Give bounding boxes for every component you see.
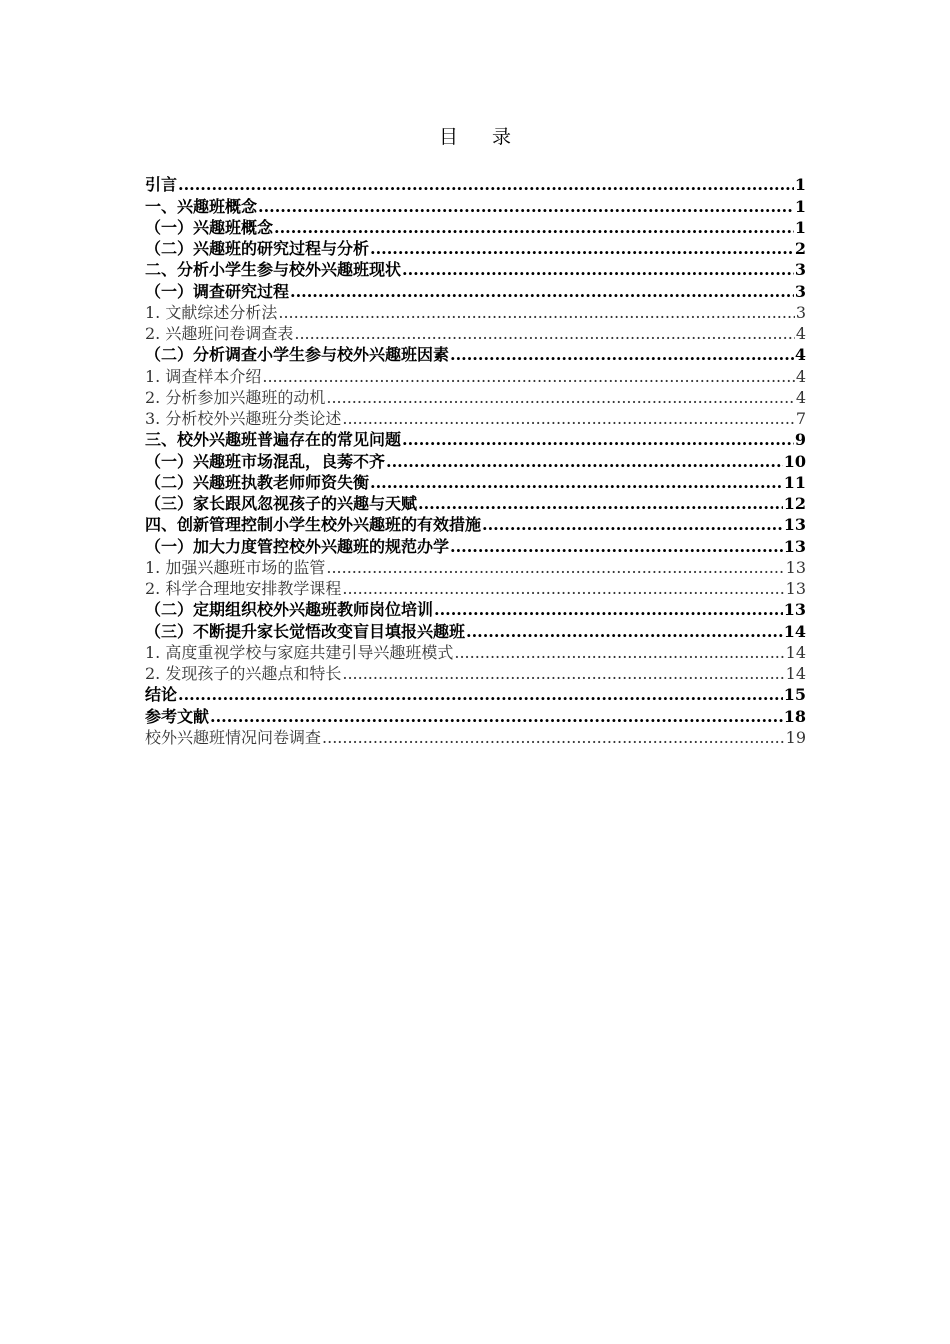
toc-entry-page-number: 10 [783, 451, 806, 471]
toc-dot-leader [178, 174, 794, 195]
toc-dot-leader [178, 684, 783, 705]
toc-entry-page-number: 18 [783, 706, 806, 726]
toc-entry-page-number: 11 [783, 472, 806, 492]
toc-entry[interactable] [145, 259, 806, 280]
toc-entry-page-number: 1 [794, 196, 806, 216]
toc-entry-page-number: 14 [785, 642, 806, 662]
toc-dot-leader [434, 599, 783, 620]
toc-entry[interactable] [145, 705, 806, 726]
toc-entry-label: 三、校外兴趣班普遍存在的常见问题 [145, 430, 402, 450]
toc-dot-leader [402, 429, 794, 450]
toc-entry[interactable] [145, 450, 806, 471]
toc-entry[interactable] [145, 620, 806, 641]
toc-entry-label: （二）兴趣班的研究过程与分析 [145, 239, 370, 258]
toc-entry-page-number: 3 [794, 260, 806, 280]
toc-entry[interactable] [145, 535, 806, 556]
toc-entry[interactable] [145, 514, 806, 535]
toc-dot-leader [258, 196, 794, 217]
toc-entry-page-number: 1 [794, 175, 806, 195]
toc-dot-leader [278, 302, 794, 323]
toc-entry-label: 校外兴趣班情况问卷调查 [145, 727, 322, 747]
toc-entry[interactable] [145, 493, 806, 514]
toc-entry[interactable] [145, 578, 806, 599]
toc-entry-label: （三）家长跟风忽视孩子的兴趣与天赋 [145, 494, 418, 513]
toc-dot-leader [262, 366, 794, 387]
toc-dot-leader [454, 642, 784, 663]
toc-entry-page-number: 4 [795, 387, 806, 407]
toc-entry-label: （三）不断提升家长觉悟改变盲目填报兴趣班 [145, 621, 466, 641]
toc-entry-page-number: 4 [795, 366, 806, 386]
toc-entry[interactable] [145, 323, 806, 344]
toc-entry-label: 2. 发现孩子的兴趣点和特长 [145, 664, 342, 683]
toc-entry-label: （二）兴趣班执教老师师资失衡 [145, 472, 370, 492]
toc-entry[interactable] [145, 642, 806, 663]
toc-entry-label: （二）定期组织校外兴趣班教师岗位培训 [145, 600, 434, 620]
toc-entry[interactable] [145, 663, 806, 684]
toc-entry-page-number: 3 [794, 281, 806, 301]
toc-entry-page-number: 12 [783, 494, 806, 513]
toc-dot-leader [294, 323, 794, 344]
toc-entry[interactable] [145, 217, 806, 238]
toc-entry[interactable] [145, 302, 806, 323]
toc-entry[interactable] [145, 429, 806, 450]
toc-entry-label: 1. 高度重视学校与家庭共建引导兴趣班模式 [145, 642, 454, 662]
toc-entry-label: 一、兴趣班概念 [145, 196, 258, 216]
toc-dot-leader [386, 451, 783, 472]
toc-entry[interactable] [145, 472, 806, 493]
toc-entry[interactable] [145, 280, 806, 301]
toc-entry-label: （一）调查研究过程 [145, 281, 290, 301]
toc-dot-leader [326, 387, 794, 408]
toc-dot-leader [290, 281, 794, 302]
toc-entry-page-number: 13 [785, 557, 806, 577]
toc-dot-leader [450, 536, 783, 557]
toc-entry-label: （一）加大力度管控校外兴趣班的规范办学 [145, 536, 450, 556]
toc-dot-leader [274, 217, 794, 238]
toc-dot-leader [466, 621, 783, 642]
toc-entry-page-number: 7 [795, 409, 806, 428]
toc-entry-page-number: 1 [794, 217, 806, 237]
toc-dot-leader [342, 663, 784, 684]
toc-entry[interactable] [145, 727, 806, 748]
toc-entry[interactable] [145, 344, 806, 365]
toc-dot-leader [370, 472, 783, 493]
toc-entry-label: 参考文献 [145, 706, 210, 726]
toc-entry-label: （一）兴趣班市场混乱，良莠不齐 [145, 451, 386, 471]
toc-dot-leader [342, 408, 794, 429]
toc-entry-label: 引言 [145, 175, 178, 195]
toc-entry-page-number: 13 [783, 515, 806, 535]
toc-entry-page-number: 3 [795, 302, 806, 322]
toc-entry[interactable] [145, 408, 806, 429]
toc-dot-leader [370, 238, 794, 259]
toc-entry[interactable] [145, 599, 806, 620]
toc-entry-page-number: 14 [783, 621, 806, 641]
toc-list [145, 174, 806, 748]
toc-entry[interactable] [145, 195, 806, 216]
toc-entry-label: 2. 分析参加兴趣班的动机 [145, 387, 326, 407]
toc-entry-page-number: 19 [785, 727, 806, 747]
toc-dot-leader [402, 259, 794, 280]
toc-entry-page-number: 13 [785, 579, 806, 598]
toc-dot-leader [450, 344, 794, 365]
toc-dot-leader [342, 578, 784, 599]
toc-entry-page-number: 4 [794, 345, 806, 365]
toc-entry-label: （二）分析调查小学生参与校外兴趣班因素 [145, 345, 450, 365]
toc-entry-label: 1. 文献综述分析法 [145, 302, 278, 322]
toc-entry-page-number: 13 [783, 600, 806, 620]
toc-entry-page-number: 13 [783, 536, 806, 556]
toc-entry-page-number: 9 [794, 430, 806, 450]
toc-dot-leader [322, 727, 785, 748]
toc-entry-label: 1. 调查样本介绍 [145, 366, 262, 386]
toc-dot-leader [210, 706, 783, 727]
toc-entry-label: 1. 加强兴趣班市场的监管 [145, 557, 326, 577]
toc-title: 目录 [438, 126, 545, 148]
toc-entry-label: 二、分析小学生参与校外兴趣班现状 [145, 260, 402, 280]
toc-entry[interactable] [145, 387, 806, 408]
toc-dot-leader [326, 557, 784, 578]
toc-dot-leader [482, 514, 783, 535]
toc-entry[interactable] [145, 238, 806, 259]
toc-entry-label: 2. 兴趣班问卷调查表 [145, 324, 294, 343]
toc-entry-page-number: 15 [783, 685, 806, 705]
toc-entry[interactable] [145, 365, 806, 386]
toc-entry-label: 2. 科学合理地安排教学课程 [145, 579, 342, 598]
toc-entry[interactable] [145, 174, 806, 195]
toc-entry-label: 3. 分析校外兴趣班分类论述 [145, 409, 342, 428]
toc-entry[interactable] [145, 684, 806, 705]
toc-dot-leader [418, 493, 783, 514]
toc-entry-label: 结论 [145, 685, 178, 705]
toc-entry-page-number: 2 [794, 239, 806, 258]
toc-entry[interactable] [145, 557, 806, 578]
toc-entry-label: （一）兴趣班概念 [145, 217, 274, 237]
toc-entry-label: 四、创新管理控制小学生校外兴趣班的有效措施 [145, 515, 482, 535]
toc-entry-page-number: 14 [785, 664, 806, 683]
toc-entry-page-number: 4 [795, 324, 806, 343]
